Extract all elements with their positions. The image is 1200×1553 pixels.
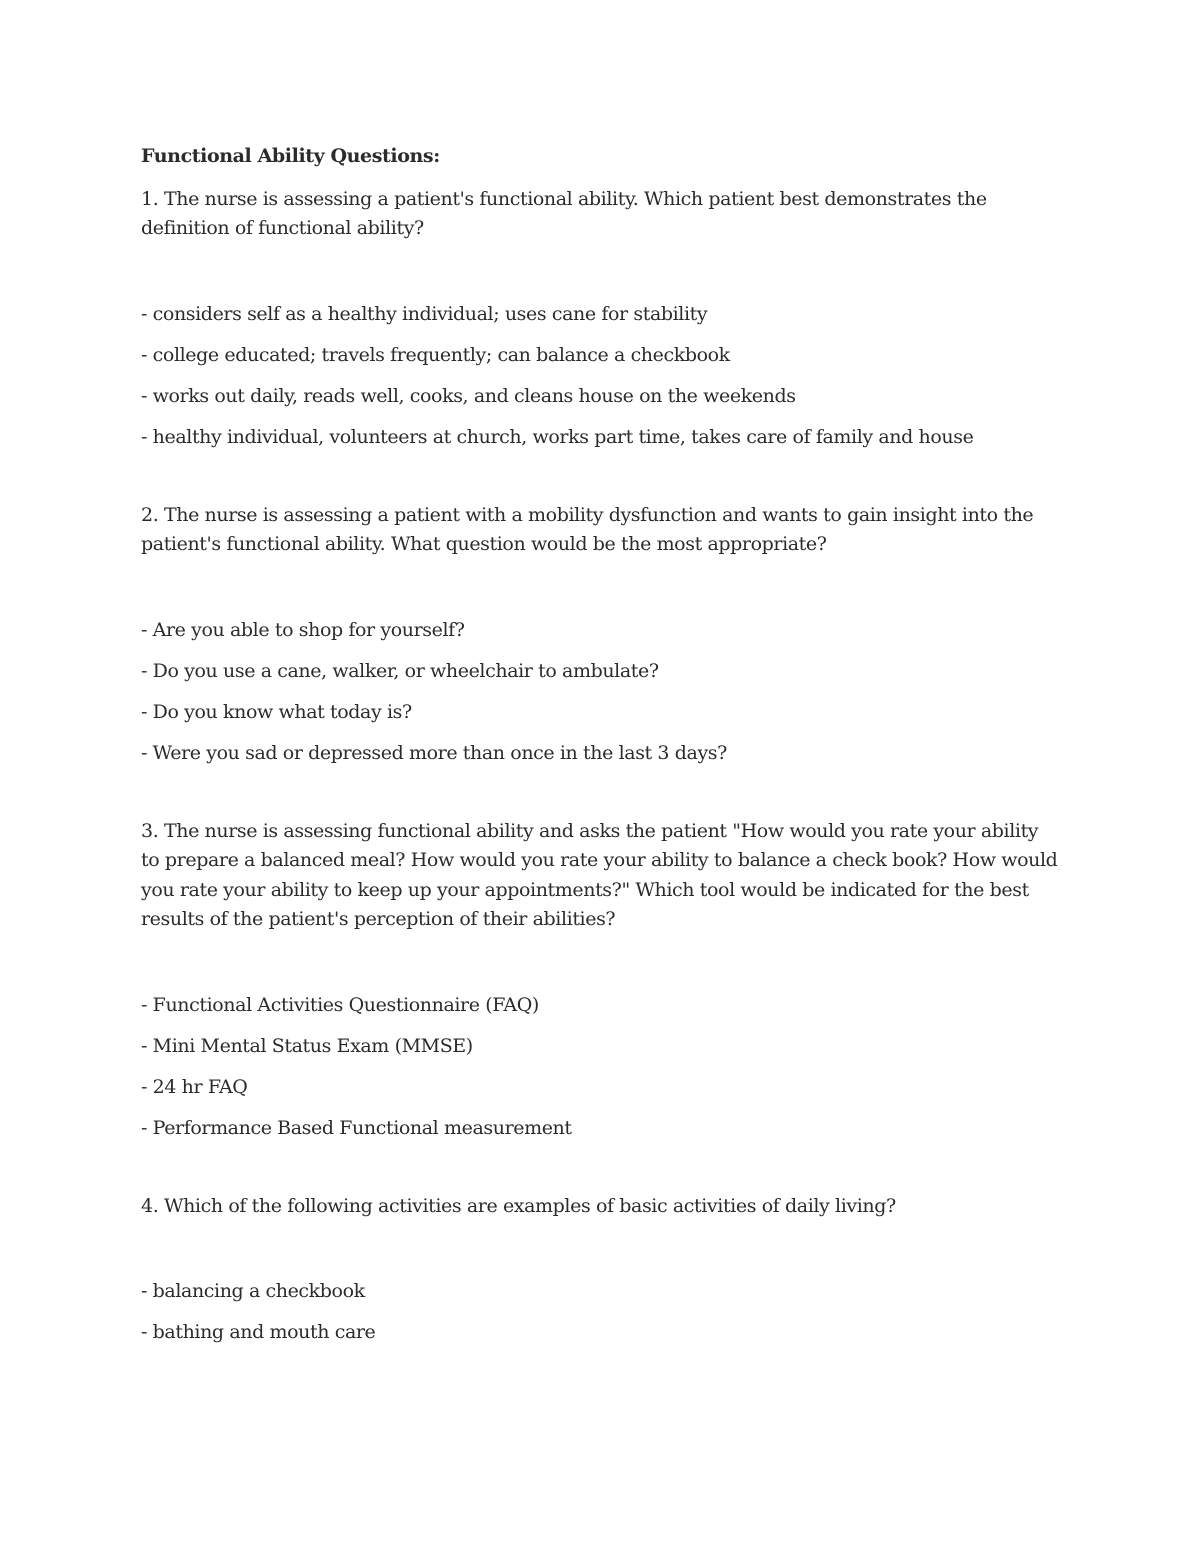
answer-option: - 24 hr FAQ bbox=[141, 1075, 248, 1098]
answer-option: - works out daily, reads well, cooks, and cleans house on the weekends bbox=[141, 384, 796, 407]
document-page bbox=[141, 142, 1061, 1359]
answer-option: - considers self as a healthy individual; uses cane for stability bbox=[141, 302, 708, 325]
answer-option: - Mini Mental Status Exam (MMSE) bbox=[141, 1034, 473, 1057]
answer-option: - Do you know what today is? bbox=[141, 700, 412, 723]
question-text: 1. The nurse is assessing a patient's functional ability. Which patient best demonstrates the definition of functional ability? bbox=[141, 187, 987, 239]
answer-option: - college educated; travels frequently; can balance a checkbook bbox=[141, 343, 730, 366]
answer-options bbox=[141, 991, 1061, 1155]
answer-option: - Functional Activities Questionnaire (FAQ) bbox=[141, 993, 539, 1016]
document-title: Functional Ability Questions: bbox=[141, 145, 440, 167]
answer-options bbox=[141, 616, 1061, 780]
question-4 bbox=[141, 1192, 1061, 1360]
answer-options bbox=[141, 300, 1061, 464]
question-text: 2. The nurse is assessing a patient with a mobility dysfunction and wants to gain insight into the patient's functional ability. What question would be the most appropriate? bbox=[141, 503, 1034, 555]
answer-options bbox=[141, 1277, 1061, 1359]
answer-option: - balancing a checkbook bbox=[141, 1280, 365, 1302]
answer-option: - bathing and mouth care bbox=[141, 1321, 376, 1343]
answer-option: - Were you sad or depressed more than once in the last 3 days? bbox=[141, 741, 727, 764]
answer-option: - Do you use a cane, walker, or wheelchair to ambulate? bbox=[141, 659, 659, 682]
question-text: 4. Which of the following activities are examples of basic activities of daily living? bbox=[141, 1194, 896, 1217]
answer-option: - Are you able to shop for yourself? bbox=[141, 618, 465, 641]
question-2 bbox=[141, 501, 1061, 817]
answer-option: - Performance Based Functional measurement bbox=[141, 1116, 572, 1139]
question-text: 3. The nurse is assessing functional ability and asks the patient "How would you rate your ability to prepare a balanced meal? How would you rate your ability to balance a check book? How would you rate your ability to keep up your appointments?" Which tool would be indicated for the best results of the patient's perception of their abilities? bbox=[141, 819, 1058, 930]
question-3 bbox=[141, 817, 1061, 1192]
question-1 bbox=[141, 185, 1061, 501]
answer-option: - healthy individual, volunteers at church, works part time, takes care of family and house bbox=[141, 425, 974, 448]
